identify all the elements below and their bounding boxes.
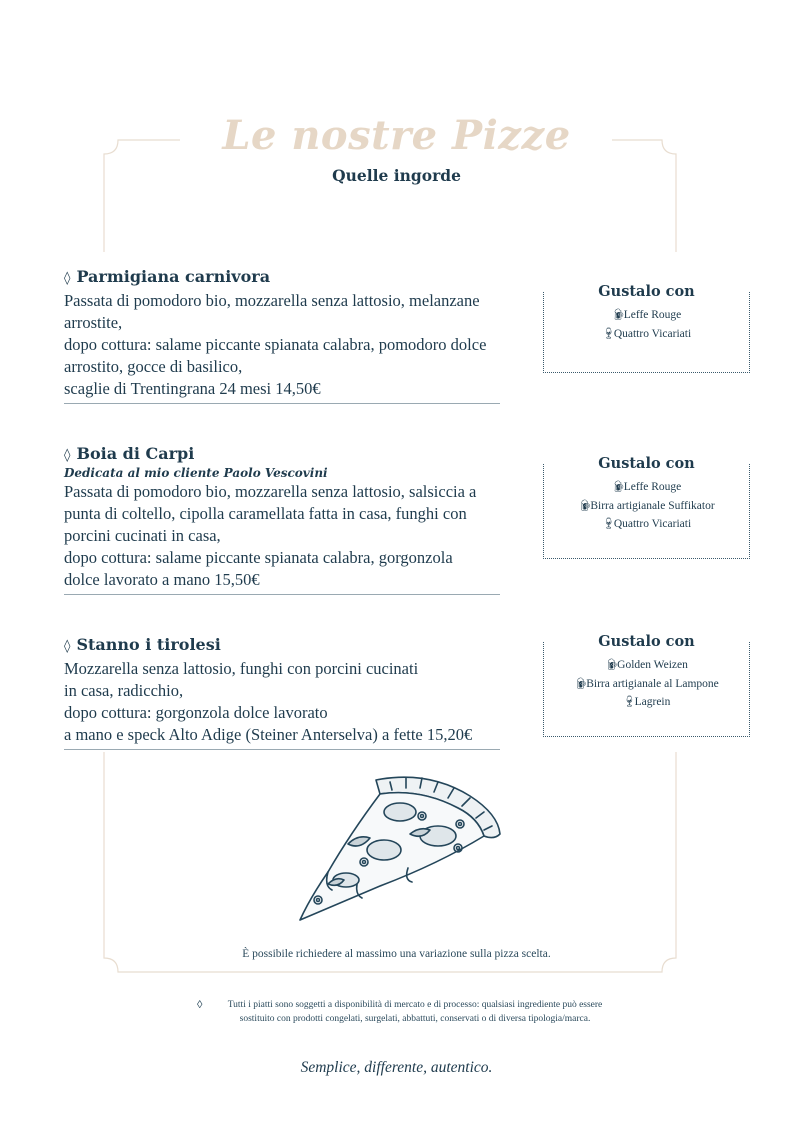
pizza-dedication: Dedicata al mio cliente Paolo Vescovini — [64, 466, 328, 480]
pairing-box — [543, 634, 750, 737]
pairing-item: 🍺︎Leffe Rouge — [544, 306, 749, 325]
pairing-item: 🍺︎Leffe Rouge — [544, 478, 749, 497]
pizza-name: ◊ Stanno i tirolesi — [64, 635, 221, 654]
pairing-title: Gustalo con — [543, 456, 750, 472]
diamond-icon: ◊ — [64, 639, 71, 654]
wine-glass-icon: 🍷︎ — [622, 696, 637, 708]
pizza-description: Passata di pomodoro bio, mozzarella senza lattosio, salsiccia a punta di coltello, cipolla caramellata fatta in casa, funghi con porcini cucinati in casa, dopo cottura: salame piccante spianata calabra, gorgonzola dolce lavorato a mano 15,50€ — [64, 482, 477, 589]
pizza-item — [64, 634, 500, 750]
pizza-item — [64, 266, 500, 404]
divider — [64, 594, 500, 595]
pizza-description: Passata di pomodoro bio, mozzarella senza lattosio, melanzane arrostite, dopo cottura: salame piccante spianata calabra, pomodoro dolce arrostito, gocce di basilico, scaglie di Trentingrana 24 mesi 14,50€ — [64, 291, 487, 398]
diamond-icon: ◊ — [64, 448, 71, 463]
beer-glass-icon: 🍺︎ — [611, 309, 626, 321]
pairing-item: 🍺︎Birra artigianale al Lampone — [544, 675, 749, 694]
wine-glass-icon: 🍷︎ — [601, 327, 616, 340]
diamond-icon: ◊ — [64, 271, 71, 286]
pizza-slice-illustration — [288, 768, 508, 928]
beer-glass-icon: 🍺︎ — [611, 481, 626, 493]
variation-note: È possibile richiedere al massimo una variazione sulla pizza scelta. — [242, 948, 551, 960]
pizza-description: Mozzarella senza lattosio, funghi con porcini cucinati in casa, radicchio, dopo cottura: gorgonzola dolce lavorato a mano e speck Alto Adige (Steiner Anterselva) a fette 15,20€ — [64, 659, 473, 744]
pairing-item: 🍺︎Birra artigianale Suffikator — [544, 497, 749, 516]
diamond-icon: ◊ — [197, 999, 203, 1011]
pairing-item: 🍷︎Quattro Vicariati — [544, 515, 749, 534]
page-subtitle: Quelle ingorde — [332, 166, 461, 185]
tagline: Semplice, differente, autentico. — [300, 1059, 493, 1076]
pairing-box — [543, 456, 750, 559]
beer-glass-icon: 🍺︎ — [605, 659, 620, 671]
beer-mug-icon: 🍺︎ — [574, 677, 589, 690]
footnote: ◊ Tutti i piatti sono soggetti a disponibilità di mercato e di processo: qualsiasi ingrediente può essere sostituito con prodotti congelati, surgelati, abbattuti, conservati o di diversa tipologia/marca. — [197, 999, 603, 1024]
divider — [64, 403, 500, 404]
pizza-name: ◊ Parmigiana carnivora — [64, 267, 271, 286]
pairing-item: 🍷︎Lagrein — [544, 693, 749, 712]
pairing-title: Gustalo con — [543, 634, 750, 650]
pairing-item: 🍺︎Golden Weizen — [544, 656, 749, 675]
wine-glass-icon: 🍷︎ — [601, 518, 616, 530]
pizza-name: ◊ Boia di Carpi — [64, 444, 195, 463]
pizza-item — [64, 443, 500, 595]
pairing-box — [543, 284, 750, 373]
pairing-title: Gustalo con — [543, 284, 750, 300]
pairing-item: 🍷︎Quattro Vicariati — [544, 325, 749, 344]
beer-mug-icon: 🍺︎ — [578, 499, 593, 512]
divider — [64, 749, 500, 750]
page-title: Le nostre Pizze — [222, 112, 571, 159]
